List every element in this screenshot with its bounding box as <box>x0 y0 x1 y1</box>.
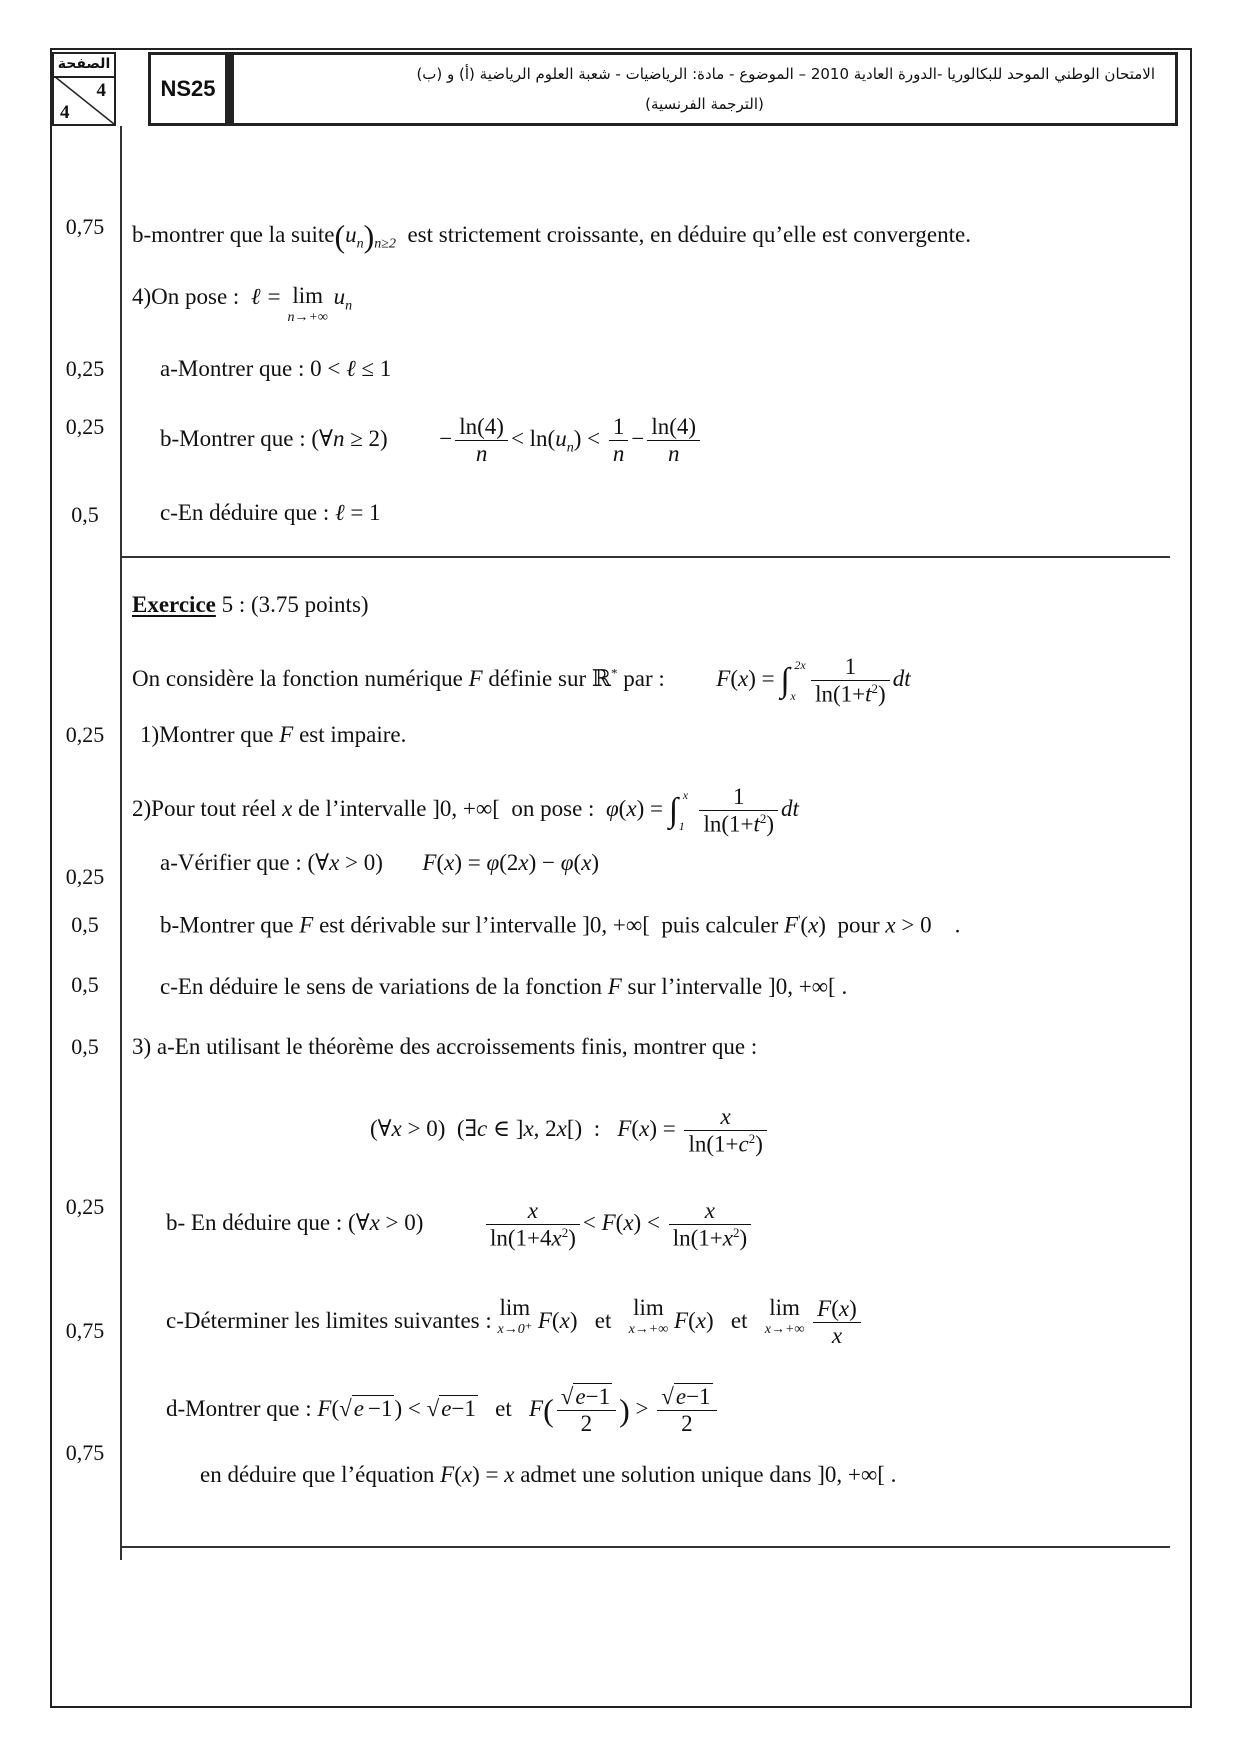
score: 0,25 <box>65 1194 105 1219</box>
question-4c: c-En déduire que : ℓ = 1 <box>160 500 381 525</box>
score: 0,25 <box>65 414 105 439</box>
score: 0,5 <box>71 1034 99 1059</box>
question-4b: b-Montrer que : (∀n ≥ 2) − $\frac{\ln(4)}{n}$ < $\ln(u_n)$ < $\frac{1}{n}$ − $\frac{\ln(4)}{n}$ <box>160 414 703 467</box>
question-5-3d-conclusion: en déduire que l’équation F(x) = x admet une solution unique dans ]0, +∞[ . <box>200 1462 897 1487</box>
question-5-1: 1)Montrer que F est impaire. <box>140 722 407 747</box>
question-4: 4)On pose : ℓ = lim n→+∞ $u_n$ <box>132 283 353 325</box>
question-5-2a: a-Vérifier que : (∀x > 0) F(x) = φ(2x) − φ(x) <box>160 850 600 875</box>
score: 0,5 <box>71 972 99 997</box>
exam-title: الامتحان الوطني الموحد للبكالوريا -الدورة العادية 2010 – الموضوع - مادة: الرياضيات - شعبة العلوم الرياضية (أ) و (ب) <box>416 65 1155 83</box>
score: 0,5 <box>71 912 99 937</box>
question-5-3d: d-Montrer que : F(√e −1) < √e−1 et F( $\frac{√e-1}{2}$ ) > $\frac{√e-1}{2}$ <box>166 1384 720 1437</box>
score: 0,75 <box>65 214 105 239</box>
score: 0,75 <box>65 1440 105 1465</box>
question-4a: a-Montrer que : 0 < ℓ ≤ 1 <box>160 356 392 381</box>
section-divider <box>120 556 1170 558</box>
page-current: 4 <box>96 80 106 101</box>
exam-subtitle: (الترجمة الفرنسية) <box>645 95 764 113</box>
section-end-line <box>120 1546 1170 1548</box>
score: 0,25 <box>65 722 105 747</box>
score: 0,5 <box>71 502 99 527</box>
question-5-3b: b- En déduire que : (∀x > 0) $\frac{x}{\ln(1+4x^2)}$ < F(x) < $\frac{x}{\ln(1+x^2)}$ <box>166 1198 754 1252</box>
question-5-2b: b-Montrer que F est dérivable sur l’intervalle ]0, +∞[ puis calculer F'(x) pour x > 0 . <box>160 912 961 938</box>
question-5-2: 2)Pour tout réel x de l’intervalle ]0, +∞[ on pose : φ(x) = ∫ x 1 $\frac{1}{\ln(1+t^2)}$ dt <box>132 784 799 837</box>
question-5-3a: 3) a-En utilisant le théorème des accroissements finis, montrer que : <box>132 1034 758 1059</box>
score: 0,25 <box>65 356 105 381</box>
margin-line <box>120 126 122 1560</box>
exercise-5-title: Exercice 5 : (3.75 points) <box>132 592 369 617</box>
question-5-2c: c-En déduire le sens de variations de la fonction F sur l’intervalle ]0, +∞[ . <box>160 974 848 999</box>
question-3b: b-montrer que la $suite(u_n)_{n\ge 2}$ est strictement croissante, en déduire qu’elle est convergente. <box>132 218 971 254</box>
exercise-5-intro: On considère la fonction numérique F définie sur ℝ* par : F(x) = ∫ 2x x $\frac{1}{\ln(1+t^2)}$ dt <box>132 654 911 707</box>
page-total: 4 <box>60 102 70 123</box>
exam-title-box <box>228 52 1178 126</box>
formula-mvt: (∀x > 0) (∃c ∈ ]x, 2x[) : F(x) = $\frac{x}{\ln(1+c^2)}$ <box>370 1104 770 1158</box>
page-number-box <box>52 52 116 126</box>
score: 0,25 <box>65 864 105 889</box>
page-label: الصفحة <box>54 54 114 78</box>
question-5-3c: c-Déterminer les limites suivantes : lim x→0⁺ F(x) et lim x→+∞ F(x) et lim x→+∞ $\frac{F(x)}{x}$ <box>166 1296 864 1349</box>
score: 0,75 <box>65 1318 105 1343</box>
exam-code: NS25 <box>148 52 228 126</box>
